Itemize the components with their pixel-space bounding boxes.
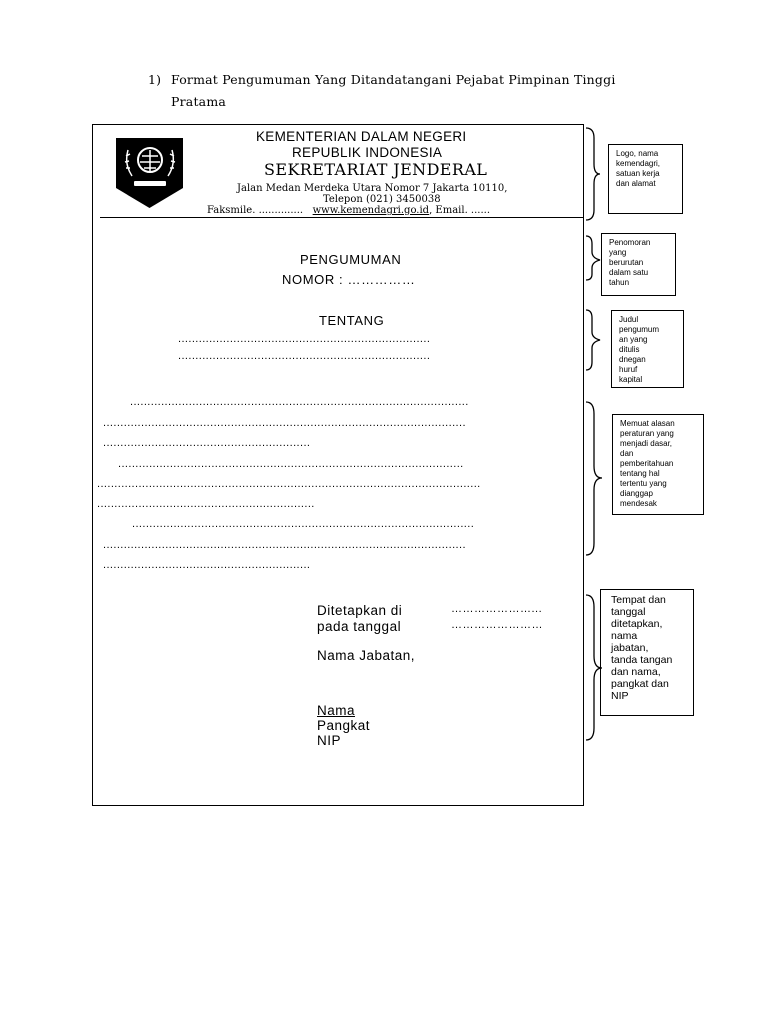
letterhead-ministry: KEMENTERIAN DALAM NEGERI <box>256 129 467 144</box>
body-line: .................................................................................................. <box>130 396 469 408</box>
signature-name: Nama <box>317 703 356 718</box>
signature-rank: Pangkat <box>317 718 371 733</box>
body-line: ............................................................ <box>103 559 311 571</box>
intro-heading-line2: Pratama <box>171 94 227 109</box>
note-text: Logo, nama kemendagri, satuan kerja dan alamat <box>616 149 661 188</box>
email-value: . ...... <box>464 205 490 216</box>
brace-letterhead <box>586 128 600 220</box>
document-title: PENGUMUMAN <box>300 252 402 267</box>
letterhead-address: Jalan Medan Merdeka Utara Nomor 7 Jakarta 10110, <box>237 183 508 194</box>
fax-value: . .............. <box>252 205 304 216</box>
body-line: ............................................................................................................... <box>97 478 481 490</box>
note-letterhead <box>608 144 683 214</box>
letterhead-unit: SEKRETARIAT JENDERAL <box>264 160 488 179</box>
letterhead-country: REPUBLIK INDONESIA <box>292 145 443 160</box>
signature-date-label: pada tanggal <box>317 619 402 634</box>
note-text: Tempat dan tanggal ditetapkan, nama jabatan, tanda tangan dan nama, pangkat dan NIP <box>611 594 673 702</box>
body-line: .................................................................................................... <box>118 458 464 470</box>
intro-number: 1) <box>148 72 162 87</box>
letterhead-phone: Telepon (021) 3450038 <box>323 194 441 205</box>
note-numbering <box>601 233 676 296</box>
signature-place-label: Ditetapkan di <box>317 603 403 618</box>
note-text: Memuat alasan peraturan yang menjadi dasar, dan pemberitahuan tentang hal tertentu yang dianggap mendesak <box>620 419 675 508</box>
about-line-2: ......................................................................... <box>178 350 431 362</box>
signature-date-value: …………………… <box>451 619 543 631</box>
body-line: ............................................................... <box>97 498 315 510</box>
document-about: TENTANG <box>319 313 385 328</box>
body-line: ......................................................................................................... <box>103 539 466 551</box>
website-link: www.kemendagri.go.id <box>312 205 430 216</box>
letterhead-contact-line <box>207 205 490 216</box>
note-body <box>612 414 704 515</box>
brace-numbering <box>586 236 600 280</box>
intro-heading-line1: Format Pengumuman Yang Ditandatangani Pejabat Pimpinan Tinggi <box>171 72 616 87</box>
body-line: ............................................................ <box>103 437 311 449</box>
letterhead-divider <box>100 217 584 218</box>
signature-place-value: …………………... <box>451 603 543 615</box>
body-line: ......................................................................................................... <box>103 417 466 429</box>
body-line: ................................................................................................... <box>132 518 475 530</box>
garuda-emblem-icon <box>114 136 185 210</box>
about-line-1: ......................................................................... <box>178 333 431 345</box>
email-label: , Email <box>429 205 465 216</box>
signature-nip: NIP <box>317 733 342 748</box>
document-number: NOMOR : …………… <box>282 272 416 287</box>
signature-position: Nama Jabatan, <box>317 648 416 663</box>
note-signature <box>600 589 694 716</box>
note-text: Penomoran yang berurutan dalam satu tahun <box>609 238 651 287</box>
note-text: Judul pengumum an yang ditulis dnegan huruf kapital <box>619 315 660 384</box>
fax-label: Faksmile <box>207 205 253 216</box>
brace-title <box>586 310 600 370</box>
brace-body <box>586 402 602 555</box>
note-title <box>611 310 684 388</box>
